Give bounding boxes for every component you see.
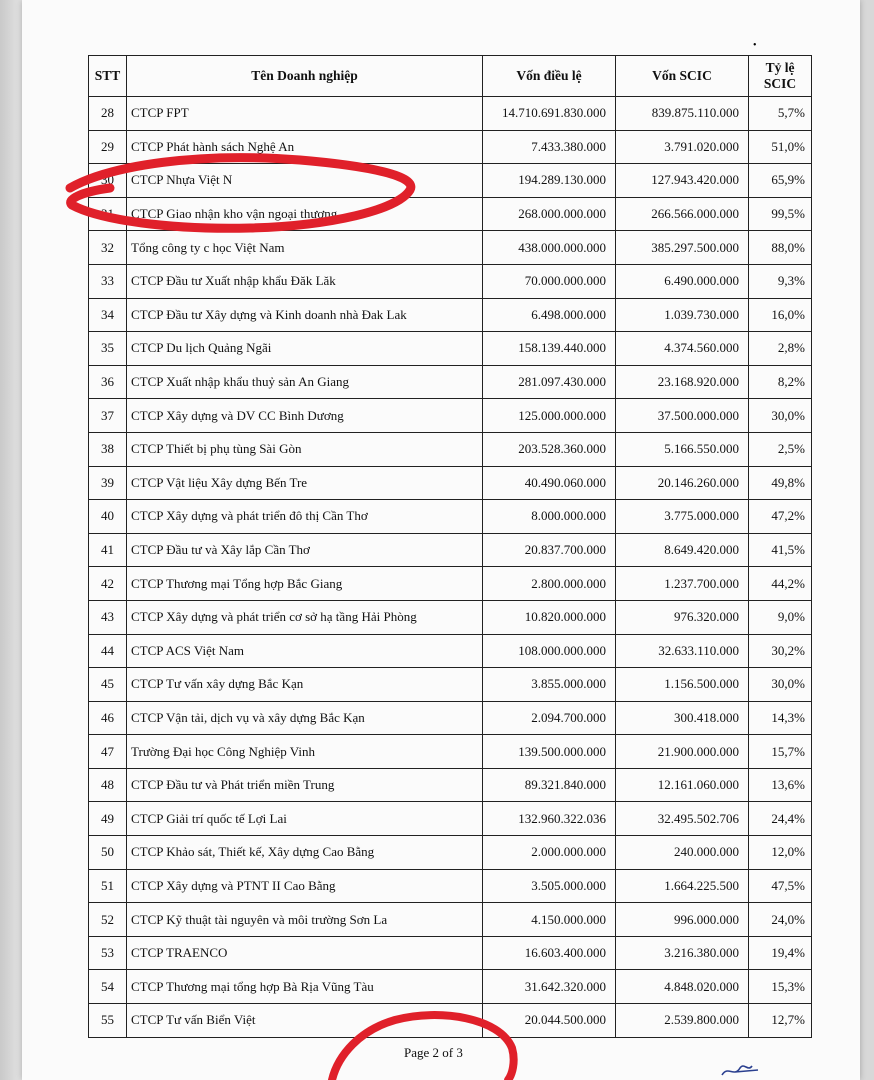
row-ty-le: 5,7% — [749, 97, 812, 131]
row-von-scic: 1.156.500.000 — [616, 668, 749, 702]
row-name: CTCP Giải trí quốc tế Lợi Lai — [127, 802, 483, 836]
header-row — [89, 56, 812, 97]
table-row — [89, 533, 812, 567]
row-stt: 34 — [89, 298, 127, 332]
row-ty-le: 30,0% — [749, 399, 812, 433]
table-row — [89, 399, 812, 433]
row-von-scic: 32.633.110.000 — [616, 634, 749, 668]
row-von-scic: 3.775.000.000 — [616, 500, 749, 534]
table-row — [89, 332, 812, 366]
row-name: CTCP Xuất nhập khẩu thuỷ sản An Giang — [127, 365, 483, 399]
table-row — [89, 164, 812, 198]
row-ty-le: 24,0% — [749, 903, 812, 937]
row-von-dieu-le: 125.000.000.000 — [483, 399, 616, 433]
row-stt: 46 — [89, 701, 127, 735]
row-ty-le: 12,0% — [749, 836, 812, 870]
row-von-scic: 8.649.420.000 — [616, 533, 749, 567]
row-ty-le: 8,2% — [749, 365, 812, 399]
row-von-dieu-le: 268.000.000.000 — [483, 197, 616, 231]
row-stt: 39 — [89, 466, 127, 500]
enterprise-table — [88, 55, 812, 1038]
table-row — [89, 1004, 812, 1038]
row-von-dieu-le: 158.139.440.000 — [483, 332, 616, 366]
table-row — [89, 936, 812, 970]
table-row — [89, 970, 812, 1004]
row-stt: 40 — [89, 500, 127, 534]
table-row — [89, 701, 812, 735]
row-stt: 30 — [89, 164, 127, 198]
row-name: Trường Đại học Công Nghiệp Vinh — [127, 735, 483, 769]
row-stt: 47 — [89, 735, 127, 769]
row-stt: 29 — [89, 130, 127, 164]
row-von-scic: 3.216.380.000 — [616, 936, 749, 970]
row-von-dieu-le: 3.855.000.000 — [483, 668, 616, 702]
row-ty-le: 47,2% — [749, 500, 812, 534]
row-stt: 51 — [89, 869, 127, 903]
row-von-dieu-le: 14.710.691.830.000 — [483, 97, 616, 131]
row-ty-le: 65,9% — [749, 164, 812, 198]
row-stt: 32 — [89, 231, 127, 265]
row-von-dieu-le: 31.642.320.000 — [483, 970, 616, 1004]
row-ty-le: 44,2% — [749, 567, 812, 601]
row-von-scic: 32.495.502.706 — [616, 802, 749, 836]
row-von-dieu-le: 2.000.000.000 — [483, 836, 616, 870]
table-row — [89, 634, 812, 668]
row-ty-le: 51,0% — [749, 130, 812, 164]
row-ty-le: 24,4% — [749, 802, 812, 836]
row-stt: 35 — [89, 332, 127, 366]
row-von-dieu-le: 89.321.840.000 — [483, 768, 616, 802]
row-stt: 36 — [89, 365, 127, 399]
row-von-scic: 3.791.020.000 — [616, 130, 749, 164]
row-von-dieu-le: 40.490.060.000 — [483, 466, 616, 500]
row-von-scic: 127.943.420.000 — [616, 164, 749, 198]
row-stt: 41 — [89, 533, 127, 567]
header-von-scic: Vốn SCIC — [616, 56, 749, 97]
row-name: CTCP Giao nhận kho vận ngoại thương — [127, 197, 483, 231]
row-von-dieu-le: 7.433.380.000 — [483, 130, 616, 164]
row-von-dieu-le: 438.000.000.000 — [483, 231, 616, 265]
row-name: CTCP Nhựa Việt N — [127, 164, 483, 198]
row-stt: 38 — [89, 432, 127, 466]
table-row — [89, 365, 812, 399]
row-stt: 49 — [89, 802, 127, 836]
row-ty-le: 9,0% — [749, 600, 812, 634]
row-von-scic: 976.320.000 — [616, 600, 749, 634]
row-von-dieu-le: 70.000.000.000 — [483, 264, 616, 298]
header-stt: STT — [89, 56, 127, 97]
row-name: CTCP Kỹ thuật tài nguyên và môi trường Sơn La — [127, 903, 483, 937]
row-name: CTCP Vật liệu Xây dựng Bến Tre — [127, 466, 483, 500]
row-von-scic: 21.900.000.000 — [616, 735, 749, 769]
table-row — [89, 264, 812, 298]
row-name: CTCP Đầu tư Xuất nhập khẩu Đăk Lăk — [127, 264, 483, 298]
row-ty-le: 9,3% — [749, 264, 812, 298]
row-ty-le: 47,5% — [749, 869, 812, 903]
row-von-scic: 37.500.000.000 — [616, 399, 749, 433]
row-von-scic: 1.664.225.500 — [616, 869, 749, 903]
row-name: CTCP Tư vấn Biển Việt — [127, 1004, 483, 1038]
table-body — [89, 97, 812, 1038]
row-von-scic: 266.566.000.000 — [616, 197, 749, 231]
table-row — [89, 231, 812, 265]
row-von-scic: 4.374.560.000 — [616, 332, 749, 366]
row-von-dieu-le: 3.505.000.000 — [483, 869, 616, 903]
row-von-dieu-le: 6.498.000.000 — [483, 298, 616, 332]
row-stt: 33 — [89, 264, 127, 298]
table-row — [89, 298, 812, 332]
row-stt: 54 — [89, 970, 127, 1004]
row-name: CTCP Phát hành sách Nghệ An — [127, 130, 483, 164]
row-von-scic: 6.490.000.000 — [616, 264, 749, 298]
row-name: CTCP Đầu tư và Xây lắp Cần Thơ — [127, 533, 483, 567]
row-stt: 31 — [89, 197, 127, 231]
row-ty-le: 88,0% — [749, 231, 812, 265]
scan-edge — [0, 0, 22, 1080]
row-stt: 43 — [89, 600, 127, 634]
row-von-dieu-le: 108.000.000.000 — [483, 634, 616, 668]
row-von-dieu-le: 8.000.000.000 — [483, 500, 616, 534]
row-ty-le: 30,2% — [749, 634, 812, 668]
row-von-dieu-le: 194.289.130.000 — [483, 164, 616, 198]
row-stt: 50 — [89, 836, 127, 870]
row-ty-le: 49,8% — [749, 466, 812, 500]
row-ty-le: 99,5% — [749, 197, 812, 231]
header-ty-le: Tỷ lệ SCIC — [749, 56, 812, 97]
row-name: CTCP Xây dựng và DV CC Bình Dương — [127, 399, 483, 433]
row-von-dieu-le: 203.528.360.000 — [483, 432, 616, 466]
row-name: Tổng công ty c học Việt Nam — [127, 231, 483, 265]
row-von-dieu-le: 20.837.700.000 — [483, 533, 616, 567]
row-stt: 52 — [89, 903, 127, 937]
row-ty-le: 2,5% — [749, 432, 812, 466]
row-von-dieu-le: 4.150.000.000 — [483, 903, 616, 937]
row-stt: 45 — [89, 668, 127, 702]
row-von-scic: 1.039.730.000 — [616, 298, 749, 332]
row-name: CTCP Đầu tư Xây dựng và Kinh doanh nhà Đak Lak — [127, 298, 483, 332]
row-ty-le: 19,4% — [749, 936, 812, 970]
row-name: CTCP Xây dựng và phát triển cơ sở hạ tầng Hải Phòng — [127, 600, 483, 634]
row-name: CTCP Tư vấn xây dựng Bắc Kạn — [127, 668, 483, 702]
row-name: CTCP ACS Việt Nam — [127, 634, 483, 668]
row-von-dieu-le: 16.603.400.000 — [483, 936, 616, 970]
row-stt: 44 — [89, 634, 127, 668]
row-von-dieu-le: 139.500.000.000 — [483, 735, 616, 769]
table-row — [89, 567, 812, 601]
row-ty-le: 13,6% — [749, 768, 812, 802]
table-row — [89, 869, 812, 903]
row-name: CTCP Vận tải, dịch vụ và xây dựng Bắc Kạn — [127, 701, 483, 735]
row-name: CTCP FPT — [127, 97, 483, 131]
table-row — [89, 903, 812, 937]
table-row — [89, 197, 812, 231]
row-ty-le: 14,3% — [749, 701, 812, 735]
row-ty-le: 16,0% — [749, 298, 812, 332]
header-von-dieu-le: Vốn điều lệ — [483, 56, 616, 97]
row-name: CTCP TRAENCO — [127, 936, 483, 970]
row-stt: 37 — [89, 399, 127, 433]
row-von-scic: 20.146.260.000 — [616, 466, 749, 500]
table-row — [89, 802, 812, 836]
row-name: CTCP Thương mại tổng hợp Bà Rịa Vũng Tàu — [127, 970, 483, 1004]
table-row — [89, 500, 812, 534]
row-stt: 28 — [89, 97, 127, 131]
row-von-scic: 2.539.800.000 — [616, 1004, 749, 1038]
row-stt: 53 — [89, 936, 127, 970]
row-ty-le: 2,8% — [749, 332, 812, 366]
table-row — [89, 130, 812, 164]
row-von-dieu-le: 2.800.000.000 — [483, 567, 616, 601]
row-ty-le: 15,7% — [749, 735, 812, 769]
speck: • — [753, 40, 757, 51]
row-von-scic: 4.848.020.000 — [616, 970, 749, 1004]
row-von-dieu-le: 281.097.430.000 — [483, 365, 616, 399]
row-stt: 48 — [89, 768, 127, 802]
row-name: CTCP Đầu tư và Phát triển miền Trung — [127, 768, 483, 802]
row-von-scic: 385.297.500.000 — [616, 231, 749, 265]
row-von-dieu-le: 132.960.322.036 — [483, 802, 616, 836]
table-row — [89, 668, 812, 702]
row-von-dieu-le: 20.044.500.000 — [483, 1004, 616, 1038]
table-row — [89, 432, 812, 466]
row-von-scic: 240.000.000 — [616, 836, 749, 870]
row-von-scic: 1.237.700.000 — [616, 567, 749, 601]
row-von-scic: 23.168.920.000 — [616, 365, 749, 399]
table-row — [89, 768, 812, 802]
row-ty-le: 41,5% — [749, 533, 812, 567]
row-ty-le: 30,0% — [749, 668, 812, 702]
table-row — [89, 97, 812, 131]
table-row — [89, 735, 812, 769]
row-stt: 42 — [89, 567, 127, 601]
table-row — [89, 836, 812, 870]
row-ty-le: 12,7% — [749, 1004, 812, 1038]
table-row — [89, 600, 812, 634]
row-von-dieu-le: 2.094.700.000 — [483, 701, 616, 735]
row-von-scic: 996.000.000 — [616, 903, 749, 937]
row-name: CTCP Thương mại Tổng hợp Bắc Giang — [127, 567, 483, 601]
header-name: Tên Doanh nghiệp — [127, 56, 483, 97]
row-von-scic: 5.166.550.000 — [616, 432, 749, 466]
row-stt: 55 — [89, 1004, 127, 1038]
row-von-scic: 839.875.110.000 — [616, 97, 749, 131]
row-von-dieu-le: 10.820.000.000 — [483, 600, 616, 634]
row-name: CTCP Xây dựng và PTNT II Cao Bằng — [127, 869, 483, 903]
row-name: CTCP Xây dựng và phát triển đô thị Cần Thơ — [127, 500, 483, 534]
table-row — [89, 466, 812, 500]
row-name: CTCP Khảo sát, Thiết kế, Xây dựng Cao Bằng — [127, 836, 483, 870]
row-von-scic: 300.418.000 — [616, 701, 749, 735]
row-ty-le: 15,3% — [749, 970, 812, 1004]
row-name: CTCP Du lịch Quảng Ngãi — [127, 332, 483, 366]
page-number: Page 2 of 3 — [404, 1045, 463, 1060]
row-von-scic: 12.161.060.000 — [616, 768, 749, 802]
row-name: CTCP Thiết bị phụ tùng Sài Gòn — [127, 432, 483, 466]
